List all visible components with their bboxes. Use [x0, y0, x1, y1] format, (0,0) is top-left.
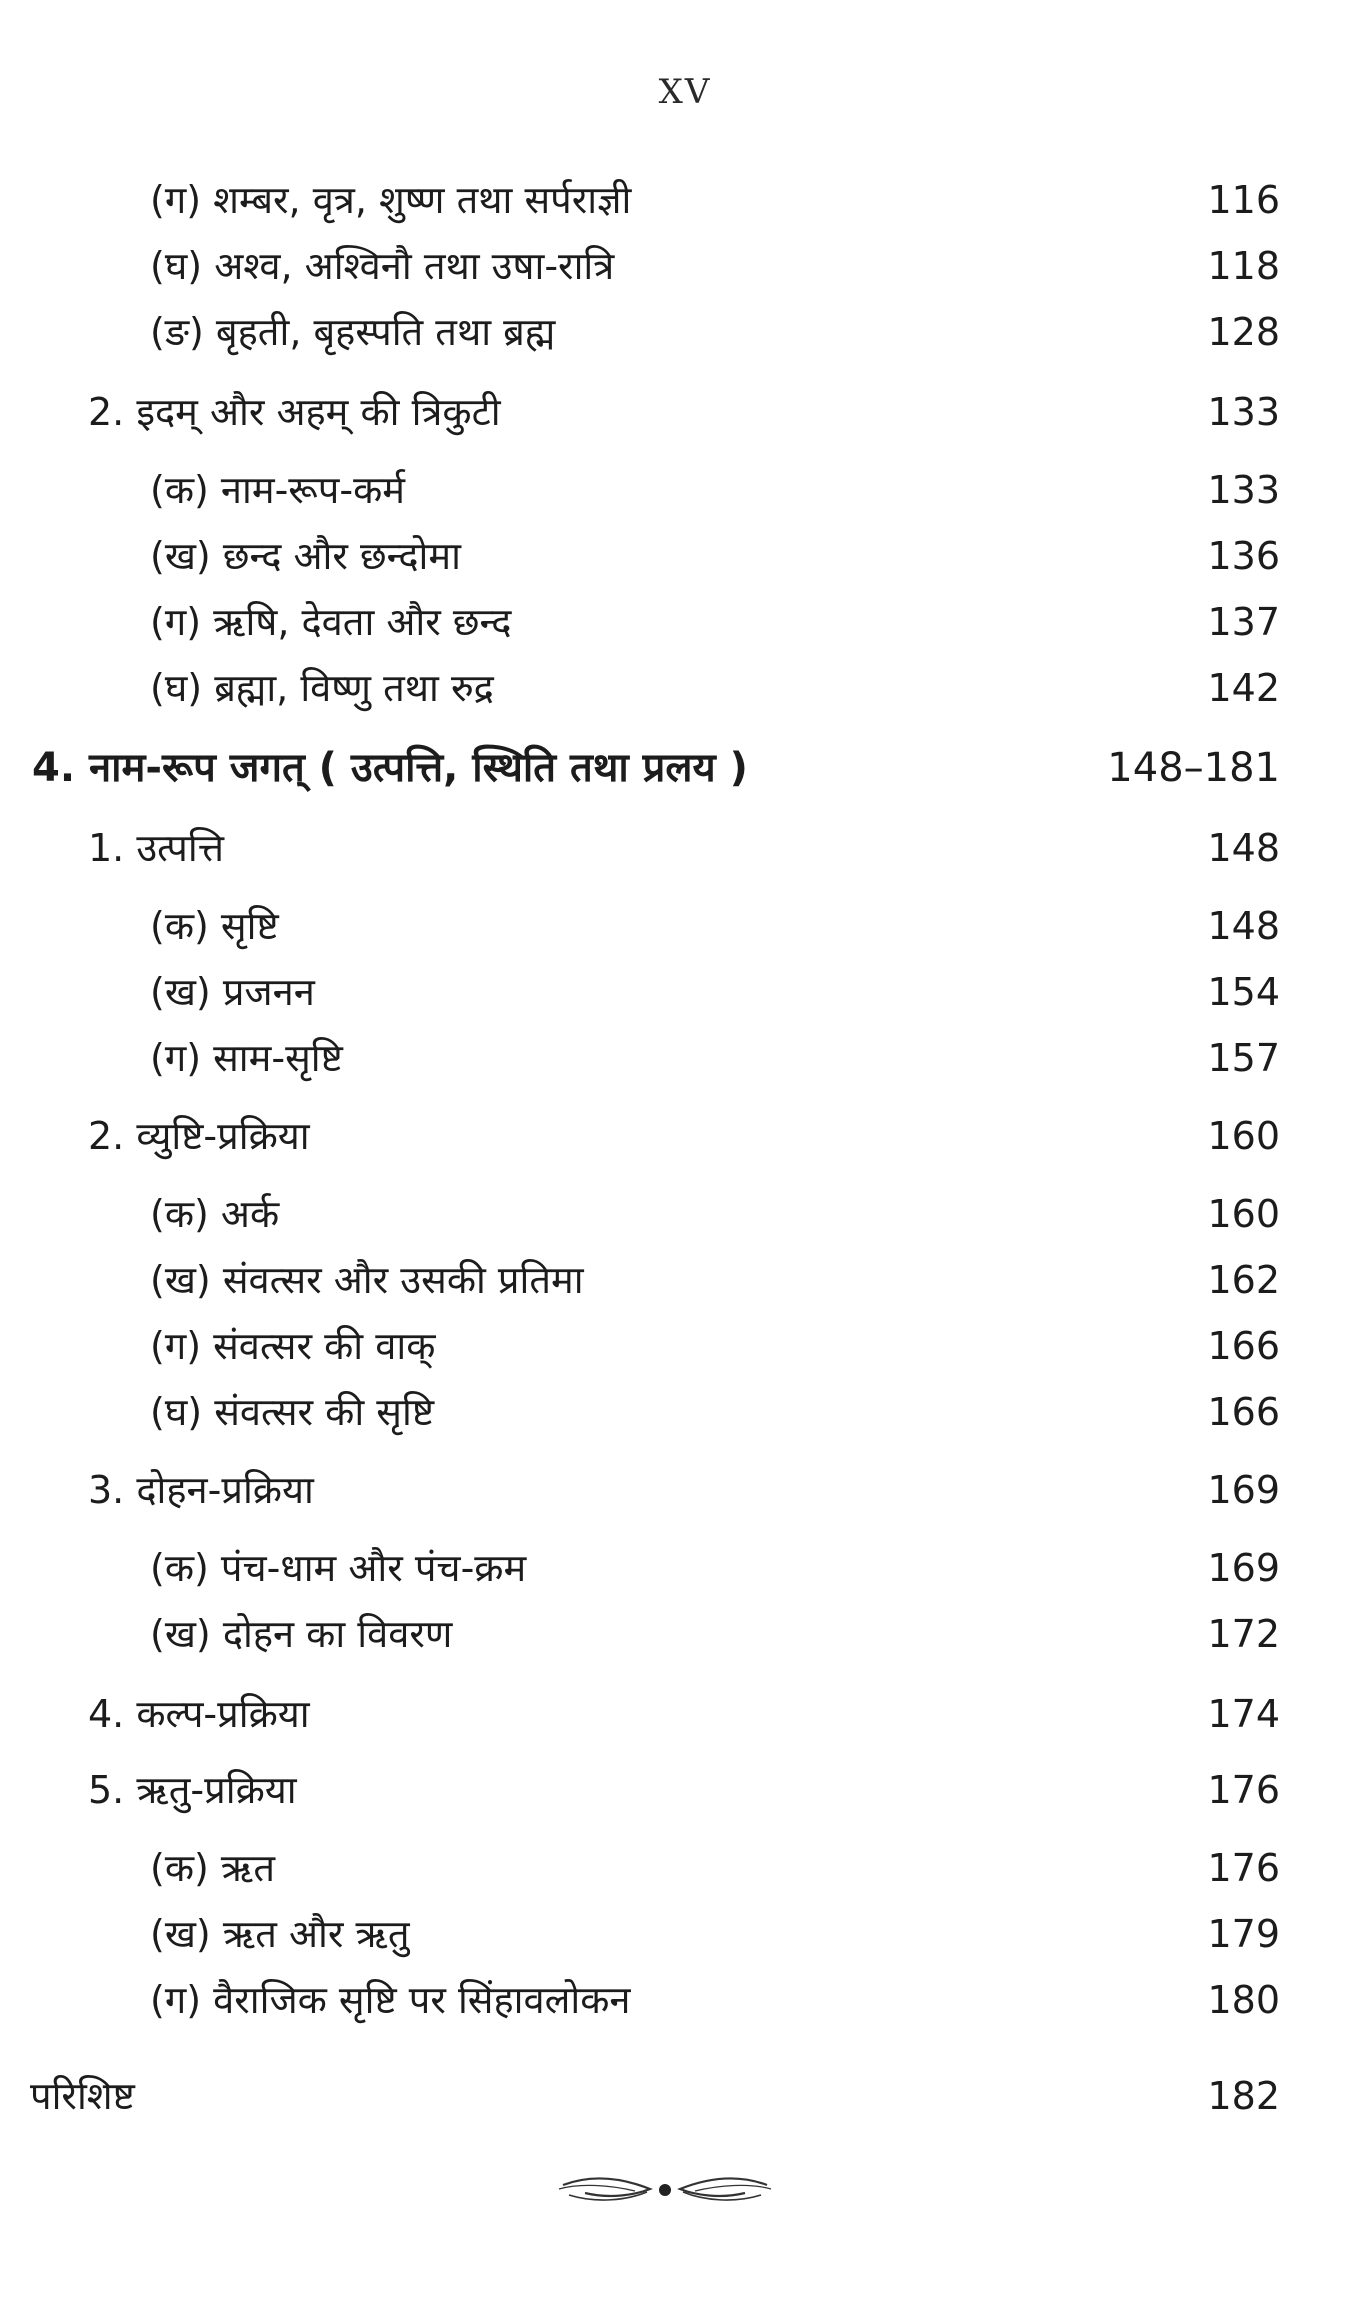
- toc-entry: [150, 302, 1280, 362]
- toc-entry-page: 154: [1207, 970, 1280, 1014]
- toc-entry-page: 148–181: [1107, 745, 1280, 791]
- toc-entry-page: 176: [1207, 1846, 1280, 1890]
- toc-entry: [150, 1604, 1280, 1664]
- toc-entry-page: 180: [1207, 1978, 1280, 2022]
- toc-entry: [150, 1184, 1280, 1244]
- toc-entry-title: 3. दोहन-प्रक्रिया: [88, 1468, 314, 1512]
- toc-entry: [88, 1106, 1280, 1166]
- toc-entry-page: 137: [1207, 600, 1280, 644]
- toc-entry: [150, 592, 1280, 652]
- toc-entry: [150, 1538, 1280, 1598]
- toc-entry-page: 169: [1207, 1468, 1280, 1512]
- toc-entry: [88, 1684, 1280, 1744]
- toc-entry-page: 166: [1207, 1390, 1280, 1434]
- toc-entry-title: (ख) संवत्सर और उसकी प्रतिमा: [150, 1258, 584, 1302]
- toc-entry: [88, 818, 1280, 878]
- toc-entry-title: 4. नाम-रूप जगत् ( उत्पत्ति, स्थिति तथा प्रलय ): [32, 745, 748, 791]
- toc-entry-title: 5. ऋतु-प्रक्रिया: [88, 1768, 297, 1812]
- toc-entry: [150, 1838, 1280, 1898]
- toc-entry: [150, 1028, 1280, 1088]
- toc-entry-page: 142: [1207, 666, 1280, 710]
- toc-entry-page: 148: [1207, 904, 1280, 948]
- toc-entry-title: (क) पंच-धाम और पंच-क्रम: [150, 1546, 527, 1590]
- toc-entry-page: 148: [1207, 826, 1280, 870]
- toc-entry-page: 166: [1207, 1324, 1280, 1368]
- toc-entry-title: 4. कल्प-प्रक्रिया: [88, 1692, 310, 1736]
- toc-entry-page: 128: [1207, 310, 1280, 354]
- toc-entry-title: (ख) छन्द और छन्दोमा: [150, 534, 461, 578]
- toc-entry-page: 118: [1207, 244, 1280, 288]
- toc-entry: [88, 382, 1280, 442]
- toc-entry: [150, 460, 1280, 520]
- page-number: XV: [658, 72, 712, 112]
- toc-entry-title: (ङ) बृहती, बृहस्पति तथा ब्रह्म: [150, 310, 556, 354]
- toc-entry: [150, 962, 1280, 1022]
- toc-entry-page: 116: [1207, 178, 1280, 222]
- toc-entry: [150, 170, 1280, 230]
- toc-entry-page: 157: [1207, 1036, 1280, 1080]
- toc-entry-page: 174: [1207, 1692, 1280, 1736]
- toc-chapter-heading: [32, 738, 1280, 798]
- toc-entry: [150, 1316, 1280, 1376]
- toc-entry-title: (घ) संवत्सर की सृष्टि: [150, 1390, 435, 1434]
- decorative-flourish-icon: [555, 2165, 775, 2215]
- toc-entry: [150, 236, 1280, 296]
- toc-entry-title: (क) नाम-रूप-कर्म: [150, 468, 406, 512]
- toc-entry-page: 179: [1207, 1912, 1280, 1956]
- toc-entry-title: (क) ऋत: [150, 1846, 275, 1890]
- toc-entry-title: (क) अर्क: [150, 1192, 280, 1236]
- toc-entry: [150, 526, 1280, 586]
- toc-entry-title: 2. व्युष्टि-प्रक्रिया: [88, 1114, 310, 1158]
- toc-entry-title: 1. उत्पत्ति: [88, 826, 224, 870]
- toc-entry: [150, 1970, 1280, 2030]
- toc-entry-page: 136: [1207, 534, 1280, 578]
- toc-entry-page: 160: [1207, 1192, 1280, 1236]
- toc-entry-title: (घ) अश्व, अश्विनौ तथा उषा-रात्रि: [150, 244, 615, 288]
- toc-entry-title: (ग) शम्बर, वृत्र, शुष्ण तथा सर्पराज्ञी: [150, 178, 632, 222]
- toc-entry-title: परिशिष्ट: [30, 2074, 135, 2118]
- toc-entry-title: (ग) ऋषि, देवता और छन्द: [150, 600, 512, 644]
- toc-entry-page: 162: [1207, 1258, 1280, 1302]
- toc-entry-title: (ग) संवत्सर की वाक्: [150, 1324, 436, 1368]
- toc-entry: [150, 896, 1280, 956]
- toc-entry: [150, 658, 1280, 718]
- toc-entry-title: (ख) प्रजनन: [150, 970, 315, 1014]
- toc-entry: [88, 1460, 1280, 1520]
- toc-entry: [150, 1250, 1280, 1310]
- toc-entry-page: 172: [1207, 1612, 1280, 1656]
- toc-entry-title: (ख) दोहन का विवरण: [150, 1612, 453, 1656]
- toc-entry: [30, 2066, 1280, 2126]
- toc-entry-page: 133: [1207, 390, 1280, 434]
- toc-entry-page: 182: [1207, 2074, 1280, 2118]
- toc-entry: [150, 1904, 1280, 1964]
- toc-entry-title: (ख) ऋत और ऋतु: [150, 1912, 410, 1956]
- toc-entry-page: 169: [1207, 1546, 1280, 1590]
- toc-entry-title: (ग) वैराजिक सृष्टि पर सिंहावलोकन: [150, 1978, 631, 2022]
- toc-entry-page: 160: [1207, 1114, 1280, 1158]
- toc-entry-title: 2. इदम् और अहम् की त्रिकुटी: [88, 390, 501, 434]
- toc-entry-title: (ग) साम-सृष्टि: [150, 1036, 343, 1080]
- toc-entry-page: 133: [1207, 468, 1280, 512]
- toc-entry: [150, 1382, 1280, 1442]
- toc-entry: [88, 1760, 1280, 1820]
- toc-entry-title: (घ) ब्रह्मा, विष्णु तथा रुद्र: [150, 666, 494, 710]
- toc-entry-title: (क) सृष्टि: [150, 904, 279, 948]
- toc-entry-page: 176: [1207, 1768, 1280, 1812]
